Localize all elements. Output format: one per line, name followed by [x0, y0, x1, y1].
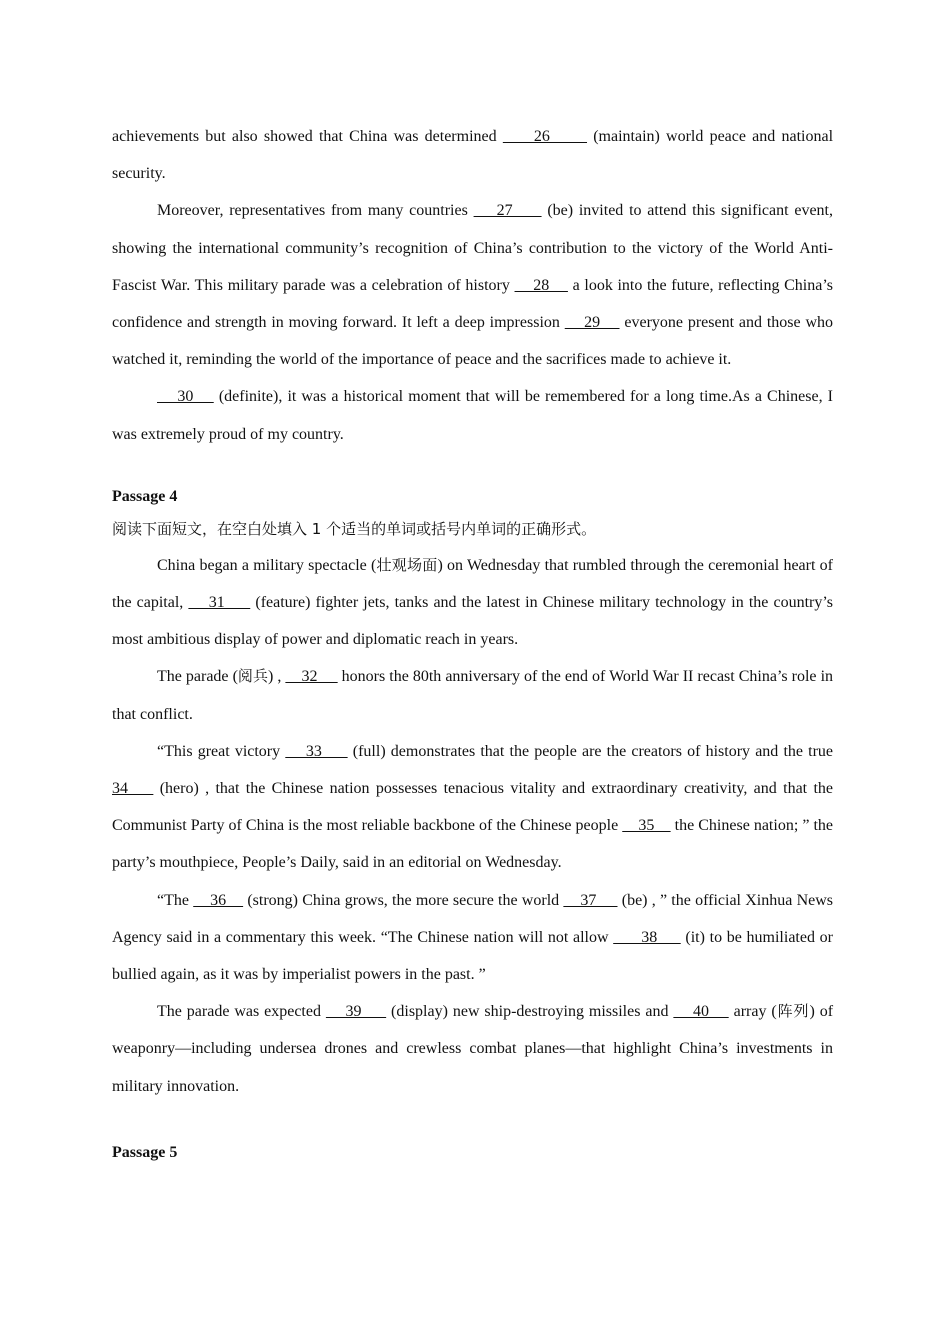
text: the Chinese nation; ” the party’s mouthpiece, People’s Daily, said in an editorial on Wednesday. [112, 817, 834, 872]
text: (be) invited to attend this significant event, showing the international community’s recognition of China’s contribution to the victory of the World Anti-Fascist War. This military parade was a celebration of history [112, 202, 834, 294]
text: honors the 80th anniversary of the end of World War II recast China’s role in that conflict. [112, 668, 834, 723]
paragraph-p3-1 [112, 118, 833, 192]
blank-26[interactable]: 26 [502, 128, 588, 145]
blank-28[interactable]: 28 [514, 276, 568, 294]
text: (it) to be humiliated or bullied again, as it was by imperialist powers in the past. ” [112, 928, 833, 984]
text: everyone present and those who watched it, reminding the world of the importance of peace and the sacrifices made to achieve it. [112, 314, 834, 369]
text: Moreover, representatives from many countries [157, 202, 474, 220]
paragraph-p4-3 [112, 733, 833, 882]
text: (full) demonstrates that the people are the creators of history and the true [347, 742, 834, 760]
blank-34[interactable]: 34 [112, 780, 154, 798]
paragraph-p3-2 [112, 192, 833, 378]
blank-27[interactable]: 27 [473, 202, 542, 220]
passage-5-heading: Passage 5 [112, 1143, 178, 1161]
text: achievements but also showed that China was determined [112, 128, 503, 145]
blank-39[interactable]: 39 [325, 1003, 387, 1021]
blank-33[interactable]: 33 [285, 742, 348, 760]
text: array ( [728, 1003, 777, 1021]
blank-36[interactable]: 36 [193, 891, 244, 909]
paragraph-p3-3 [112, 378, 833, 452]
blank-29[interactable]: 29 [564, 314, 620, 332]
blank-38[interactable]: 38 [613, 928, 681, 946]
blank-35[interactable]: 35 [622, 817, 671, 835]
blank-30[interactable]: 30 [157, 388, 214, 406]
text: (definite), it was a historical moment that will be remembered for a long time.As a Chinese, I was extremely proud of my country. [112, 388, 833, 443]
blank-32[interactable]: 32 [285, 668, 338, 686]
text: “The [157, 891, 194, 909]
paragraph-p4-4 [112, 882, 833, 994]
text: (be) , ” the official Xinhua News Agency said in a commentary this week. “The Chinese nation will not allow [112, 891, 834, 946]
spacer [112, 453, 833, 485]
text: The parade was expected [157, 1003, 326, 1021]
paragraph-p4-1 [112, 547, 833, 659]
text: China began a military spectacle ( [157, 556, 377, 574]
text: (display) new ship-destroying missiles and [386, 1003, 674, 1021]
blank-37[interactable]: 37 [563, 891, 618, 909]
text-chinese-gloss: 壮观场面 [376, 555, 438, 574]
text: ) on Wednesday that rumbled through the ceremonial heart of the capital, [112, 556, 833, 612]
passage-4-instruction: 阅读下面短文，在空白处填入 1 个适当的单词或括号内单词的正确形式。 [112, 519, 597, 538]
text: (maintain) world peace and national security. [112, 128, 834, 183]
paragraph-p4-2 [112, 658, 833, 732]
text: (hero) , that the Chinese nation possesses tenacious vitality and extraordinary creativity, and that the Communist Party of China is the most reliable backbone of the Chinese people [112, 780, 834, 835]
blank-31[interactable]: 31 [188, 594, 251, 612]
spacer [112, 1105, 833, 1141]
document-page [112, 118, 833, 1165]
blank-40[interactable]: 40 [673, 1003, 729, 1021]
text: The parade ( [157, 668, 238, 686]
text: ) of weaponry—including undersea drones and crewless combat planes—that highlight China’s investments in military innovation. [112, 1003, 834, 1095]
passage-4-heading: Passage 4 [112, 487, 178, 505]
text: “This great victory [157, 742, 286, 760]
paragraph-p4-5 [112, 993, 833, 1105]
text: a look into the future, reflecting China’s confidence and strength in moving forward. It left a deep impression [112, 276, 834, 332]
text: (feature) fighter jets, tanks and the latest in Chinese military technology in the country’s most ambitious display of power and diplomatic reach in years. [112, 594, 834, 649]
text-chinese-gloss: 阅兵 [237, 667, 268, 686]
text: (strong) China grows, the more secure the world [243, 891, 564, 909]
text: ) , [268, 668, 286, 686]
text-chinese-gloss: 阵列 [776, 1002, 810, 1021]
